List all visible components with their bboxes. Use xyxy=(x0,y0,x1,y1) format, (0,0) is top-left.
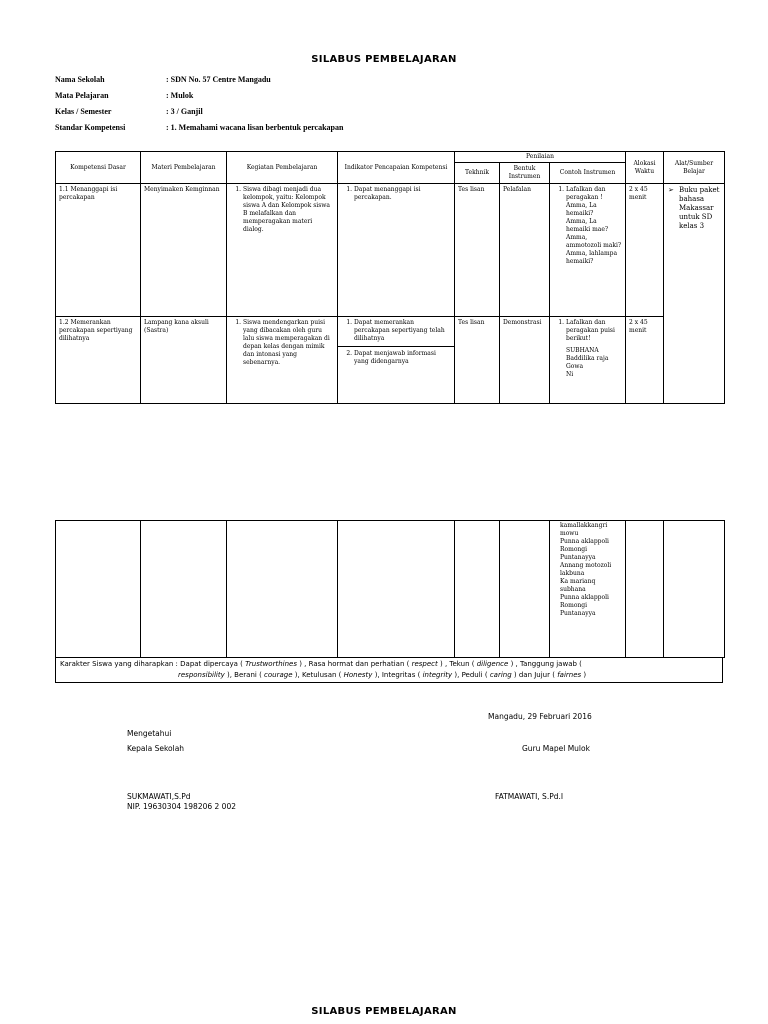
karakter-term: respect xyxy=(411,660,438,668)
syllabus-table-continued xyxy=(55,520,725,658)
row1-contoh-line: Amma, lahlampa hemaiki? xyxy=(566,250,618,265)
row1-contoh-intro: 1. Lafalkan dan peragakan ! xyxy=(566,186,606,201)
row1-materi: Menyimaken Kemginnan xyxy=(141,184,227,317)
karakter-term: Trustworthines xyxy=(245,660,297,668)
header-alokasi: Alokasi Waktu xyxy=(626,152,664,184)
karakter-text: ) , Rasa hormat dan perhatian ( xyxy=(299,660,410,668)
row1-kegiatan-item: 1. Siswa dibagi menjadi dua kelompok, yaitu: Kelompok siswa A dan Kelompok siswa B melafalkan dan memperagakan materi dialog. xyxy=(243,186,334,234)
row1-contoh-line: Amma, La hemaiki? xyxy=(566,202,597,217)
header-teknik: Tekhnik xyxy=(455,163,500,184)
continued-line: lakbuna xyxy=(560,570,585,577)
row2-teknik: Tes lisan xyxy=(455,317,500,404)
row1-contoh-line: Amma, La hemaiki mae? xyxy=(566,218,609,233)
karakter-text: Karakter Siswa yang diharapkan : Dapat dipercaya ( xyxy=(60,660,243,668)
karakter-text: ) , Tekun ( xyxy=(440,660,475,668)
row2-kegiatan xyxy=(227,317,338,404)
row2-contoh-line: SUBHANA xyxy=(566,347,599,354)
row1-kd: 1.1 Menanggapi isi percakapan xyxy=(56,184,141,317)
continued-contoh xyxy=(550,521,626,658)
alat-sumber xyxy=(664,184,725,404)
head-name: SUKMAWATI,S.Pd xyxy=(127,792,191,801)
karakter-box xyxy=(55,657,723,683)
karakter-term: Honesty xyxy=(343,671,373,679)
karakter-text: ), Ketulusan ( xyxy=(294,671,342,679)
row2-contoh-line: Baddilika raja Gowa xyxy=(566,355,609,370)
karakter-text: ) xyxy=(583,671,587,679)
table-row xyxy=(56,184,725,317)
guru-label: Guru Mapel Mulok xyxy=(522,744,590,753)
header-alat: Alat/Sumber Belajar xyxy=(664,152,725,184)
karakter-term: caring xyxy=(489,671,512,679)
row2-indikator xyxy=(338,317,455,404)
continued-line: Puntanayya xyxy=(560,610,596,617)
head-nip: NIP. 19630304 198206 2 002 xyxy=(127,802,236,811)
info-label-sekolah: Nama Sekolah xyxy=(55,75,105,84)
header-penilaian: Penilaian xyxy=(455,152,626,163)
header-materi: Materi Pembelajaran xyxy=(141,152,227,184)
syllabus-table xyxy=(55,151,725,404)
continued-line: Punna aklappoli Romongi xyxy=(560,538,609,553)
row2-bentuk: Demonstrasi xyxy=(500,317,550,404)
karakter-term: courage xyxy=(264,671,293,679)
karakter-term: integrity xyxy=(422,671,453,679)
info-label-kelas: Kelas / Semester xyxy=(55,107,112,116)
row2-contoh-intro: 1. Lafalkan dan peragakan puisi berikut! xyxy=(566,319,615,342)
kepala-label: Kepala Sekolah xyxy=(127,744,185,753)
row1-indikator xyxy=(338,184,455,317)
row1-bentuk: Pelafalan xyxy=(500,184,550,317)
continued-line: Ka marianq xyxy=(560,578,596,585)
continued-line: Puntanayya xyxy=(560,554,596,561)
header-kd: Kompetensi Dasar xyxy=(56,152,141,184)
info-value-kelas: : 3 / Ganjil xyxy=(166,107,203,116)
alat-item: ➢ Buku paket bahasa Makassar untuk SD kelas 3 xyxy=(679,186,721,231)
karakter-text: ), Berani ( xyxy=(227,671,262,679)
info-value-sekolah: : SDN No. 57 Centre Mangadu xyxy=(166,75,271,84)
row2-indikator-item: 2. Dapat menjawab informasi yang didengarnya xyxy=(354,350,451,366)
karakter-text: ) dan Jujur ( xyxy=(513,671,555,679)
continued-line: kamallakkangri mowu xyxy=(560,522,608,537)
continued-line: Punna aklappoli Romongi xyxy=(560,594,609,609)
karakter-term: fairnes xyxy=(557,671,582,679)
row2-alokasi: 2 x 45 menit xyxy=(626,317,664,404)
karakter-text: ), Integritas ( xyxy=(374,671,421,679)
row2-materi: Lampang kana aksuli (Sastra) xyxy=(141,317,227,404)
mengetahui-label: Mengetahui xyxy=(127,729,172,738)
table-row xyxy=(56,317,725,404)
row1-contoh xyxy=(550,184,626,317)
place-date: Mangadu, 29 Februari 2016 xyxy=(488,712,592,721)
document-title: SILABUS PEMBELAJARAN xyxy=(311,54,457,65)
header-kegiatan: Kegiatan Pembelajaran xyxy=(227,152,338,184)
row1-contoh-line: Amma, ammotozoli maki? xyxy=(566,234,622,249)
header-bentuk: Bentuk Instrumen xyxy=(500,163,550,184)
row1-indikator-item: 1. Dapat menanggapi isi percakapan. xyxy=(354,186,451,202)
row2-kd: 1.2 Memerankan percakapan sepertiyang dilihatnya xyxy=(56,317,141,404)
karakter-text: ), Peduli ( xyxy=(454,671,488,679)
row1-alokasi: 2 x 45 menit xyxy=(626,184,664,317)
row1-teknik: Tes lisan xyxy=(455,184,500,317)
continued-line: Annang motozoli xyxy=(560,562,612,569)
karakter-text: ) , Tanggung jawab ( xyxy=(510,660,582,668)
row1-kegiatan xyxy=(227,184,338,317)
row2-kegiatan-item: 1. Siswa mendengarkan puisi yang dibacakan oleh guru lalu siswa memperagakan di depan kelas dengan mimik dan intonasi yang sebenarnya. xyxy=(243,319,334,367)
info-value-sk: : 1. Memahami wacana lisan berbentuk percakapan xyxy=(166,123,344,132)
teacher-name: FATMAWATI, S.Pd.I xyxy=(495,792,564,801)
document-title-next-page: SILABUS PEMBELAJARAN xyxy=(311,1006,457,1017)
karakter-term: responsibility xyxy=(178,671,225,679)
header-contoh: Contoh Instrumen xyxy=(550,163,626,184)
row2-contoh-line: Ni xyxy=(566,371,574,378)
info-value-mapel: : Mulok xyxy=(166,91,194,100)
karakter-term: diligence xyxy=(476,660,509,668)
indikator-divider xyxy=(338,346,454,347)
table-row xyxy=(56,521,725,658)
continued-line: subhana xyxy=(560,586,586,593)
info-label-sk: Standar Kompetensi xyxy=(55,123,126,132)
info-label-mapel: Mata Pelajaran xyxy=(55,91,109,100)
header-indikator: Indikator Pencapaian Kompetensi xyxy=(338,152,455,184)
row2-indikator-item: 1. Dapat memerankan percakapan sepertiyang telah dilihatnya xyxy=(354,319,451,343)
row2-contoh xyxy=(550,317,626,404)
